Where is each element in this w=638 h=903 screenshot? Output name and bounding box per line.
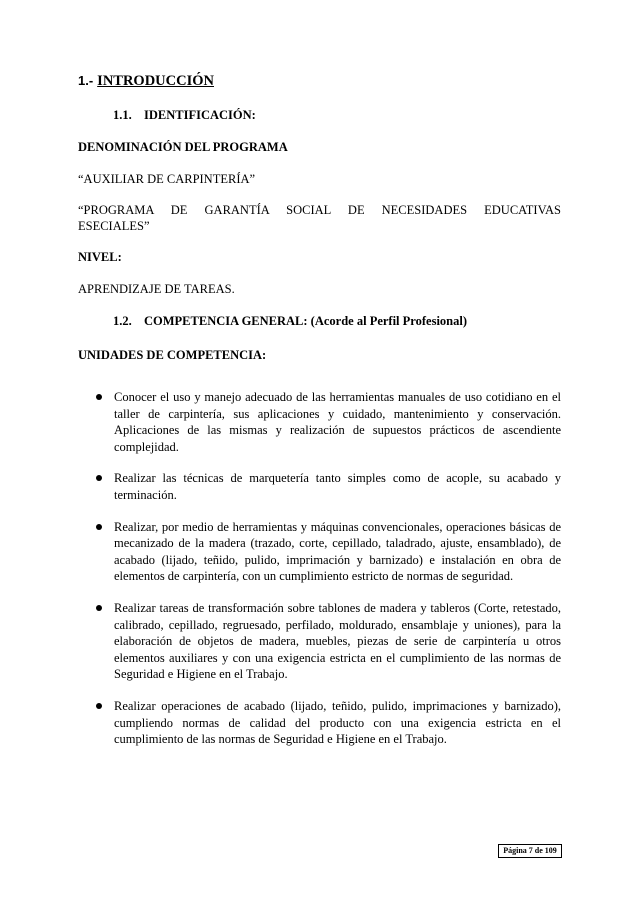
list-item bbox=[95, 600, 561, 683]
list-item-text: Realizar, por medio de herramientas y máquinas convencionales, operaciones básicas de mecanizado de la madera (trazado, corte, cepillado, taladrado, ajuste, ensamblado), de acabado (lijado, teñido, pulido, imprimación y barnizado) e instalación en obra de elementos de carpintería, con un cumplimiento estricto de normas de seguridad. bbox=[114, 519, 561, 584]
denominacion-heading: DENOMINACIÓN DEL PROGRAMA bbox=[78, 140, 288, 154]
bullet-icon bbox=[96, 703, 102, 709]
chapter-number: 1.- bbox=[78, 73, 94, 88]
section-title: COMPETENCIA GENERAL: (Acorde al Perfil Profesional) bbox=[144, 314, 467, 328]
section-number: 1.2. bbox=[113, 314, 132, 328]
chapter-title: INTRODUCCIÓN bbox=[97, 73, 214, 89]
nivel-heading: NIVEL: bbox=[78, 250, 122, 264]
list-item-text: Realizar las técnicas de marquetería tanto simples como de acople, su acabado y terminación. bbox=[114, 471, 561, 502]
program-name: “AUXILIAR DE CARPINTERÍA” bbox=[78, 172, 256, 186]
program-type-line-1: “PROGRAMA DE GARANTÍA SOCIAL DE NECESIDADES EDUCATIVAS bbox=[78, 203, 561, 217]
bullet-icon bbox=[96, 475, 102, 481]
competency-list bbox=[95, 389, 561, 763]
section-heading-identificacion bbox=[113, 108, 256, 123]
section-title: IDENTIFICACIÓN: bbox=[144, 108, 256, 122]
list-item-text: Realizar operaciones de acabado (lijado, teñido, pulido, imprimaciones y barnizado), cumpliendo normas de calidad del producto con una exigencia estricta en el cumplimiento de las normas de Seguridad e Higiene en el Trabajo. bbox=[114, 698, 561, 747]
list-item-text: Conocer el uso y manejo adecuado de las herramientas manuales de uso cotidiano en el taller de carpintería, sus aplicaciones y cuidado, mantenimiento y conservación. Aplicaciones de las mismas y realización de supuestos prácticos de ascendiente complejidad. bbox=[114, 390, 561, 454]
list-item bbox=[95, 389, 561, 455]
bullet-icon bbox=[96, 524, 102, 530]
list-item bbox=[95, 470, 561, 503]
page-number-footer: Página 7 de 109 bbox=[498, 844, 562, 858]
list-item bbox=[95, 698, 561, 748]
list-item-text: Realizar tareas de transformación sobre tablones de madera y tableros (Corte, retestado, calibrado, cepillado, regruesado, perfilado, moldurado, ensamblaje y uniones), para la elaboración de objetos de madera, muebles, piezas de serie de carpintería u otros elementos auxiliares y con una exigencia estricta en el cumplimiento de las normas de Seguridad e Higiene en el Trabajo. bbox=[114, 600, 561, 682]
section-number: 1.1. bbox=[113, 108, 132, 122]
chapter-heading bbox=[78, 73, 214, 90]
list-item bbox=[95, 519, 561, 585]
nivel-value: APRENDIZAJE DE TAREAS. bbox=[78, 282, 235, 296]
bullet-icon bbox=[96, 394, 102, 400]
program-type-line-2: ESECIALES” bbox=[78, 219, 150, 233]
bullet-icon bbox=[96, 605, 102, 611]
section-heading-competencia bbox=[113, 314, 467, 329]
unidades-heading: UNIDADES DE COMPETENCIA: bbox=[78, 348, 267, 362]
